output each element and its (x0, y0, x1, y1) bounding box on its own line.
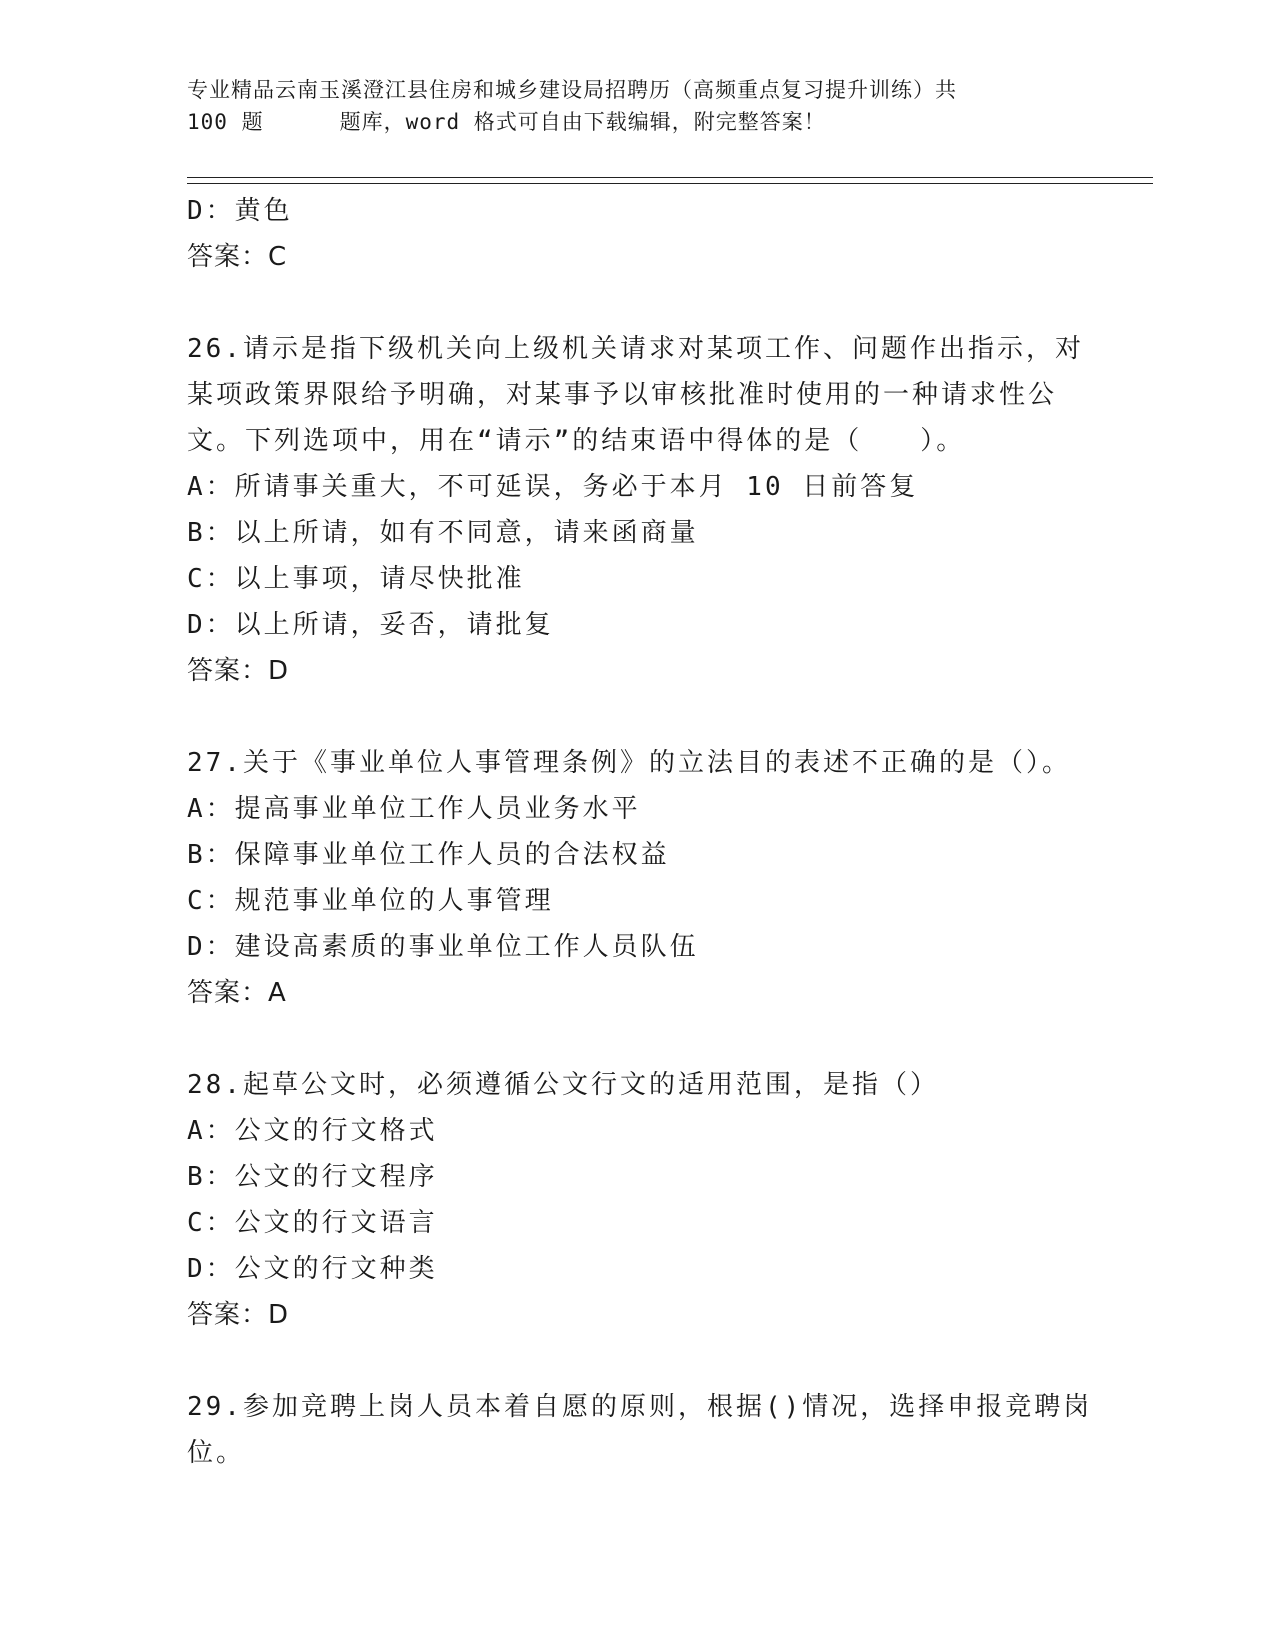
option-d: D：以上所请，妥否，请批复 (187, 610, 554, 640)
question-stem-line: 29.参加竞聘上岗人员本着自愿的原则，根据()情况，选择申报竞聘岗 (187, 1392, 1093, 1422)
answer-line: 答案：D (187, 656, 290, 686)
header-question-count: 100 题 (187, 110, 264, 134)
option-b: B：公文的行文程序 (187, 1162, 438, 1192)
question-29 (187, 1384, 1093, 1476)
carryover-question (187, 188, 1087, 280)
option-c: C：公文的行文语言 (187, 1208, 438, 1238)
question-stem-line: 位。 (187, 1438, 246, 1468)
question-stem-line: 某项政策界限给予明确，对某事予以审核批准时使用的一种请求性公 (187, 380, 1058, 410)
question-content (187, 188, 1093, 1476)
spacer (187, 694, 1087, 740)
option-b: B：以上所请，如有不同意，请来函商量 (187, 518, 699, 548)
answer-line: 答案：D (187, 1300, 290, 1330)
question-26 (187, 326, 1087, 694)
header-description: 题库，word 格式可自由下载编辑，附完整答案！ (339, 110, 826, 134)
header-title-line-1: 专业精品云南玉溪澄江县住房和城乡建设局招聘历（高频重点复习提升训练）共 (187, 78, 957, 102)
header-title-line-2 (187, 106, 1067, 138)
answer-line: 答案：A (187, 978, 287, 1008)
option-c: C：规范事业单位的人事管理 (187, 886, 554, 916)
question-stem-line: 26.请示是指下级机关向上级机关请求对某项工作、问题作出指示，对 (187, 334, 1084, 364)
question-stem-line: 27.关于《事业单位人事管理条例》的立法目的表述不正确的是（）。 (187, 748, 1071, 778)
question-stem-line: 28.起草公文时，必须遵循公文行文的适用范围，是指（） (187, 1070, 939, 1100)
spacer (187, 280, 1087, 326)
option-a: A：提高事业单位工作人员业务水平 (187, 794, 641, 824)
question-28 (187, 1062, 1087, 1338)
question-27 (187, 740, 1087, 1016)
answer-line: 答案：C (187, 242, 288, 272)
spacer (187, 1016, 1087, 1062)
option-a: A：公文的行文格式 (187, 1116, 438, 1146)
header-rule-top (187, 177, 1153, 178)
question-stem-line: 文。下列选项中，用在“请示”的结束语中得体的是（ ）。 (187, 426, 966, 456)
page-header (187, 74, 1067, 138)
spacer (187, 1338, 1087, 1384)
header-rule-bottom (187, 183, 1153, 184)
option-b: B：保障事业单位工作人员的合法权益 (187, 840, 670, 870)
option-d: D：公文的行文种类 (187, 1254, 438, 1284)
option-d: D：建设高素质的事业单位工作人员队伍 (187, 932, 699, 962)
option-d: D：黄色 (187, 196, 293, 226)
option-a: A：所请事关重大，不可延误，务必于本月 10 日前答复 (187, 472, 919, 502)
option-c: C：以上事项，请尽快批准 (187, 564, 525, 594)
